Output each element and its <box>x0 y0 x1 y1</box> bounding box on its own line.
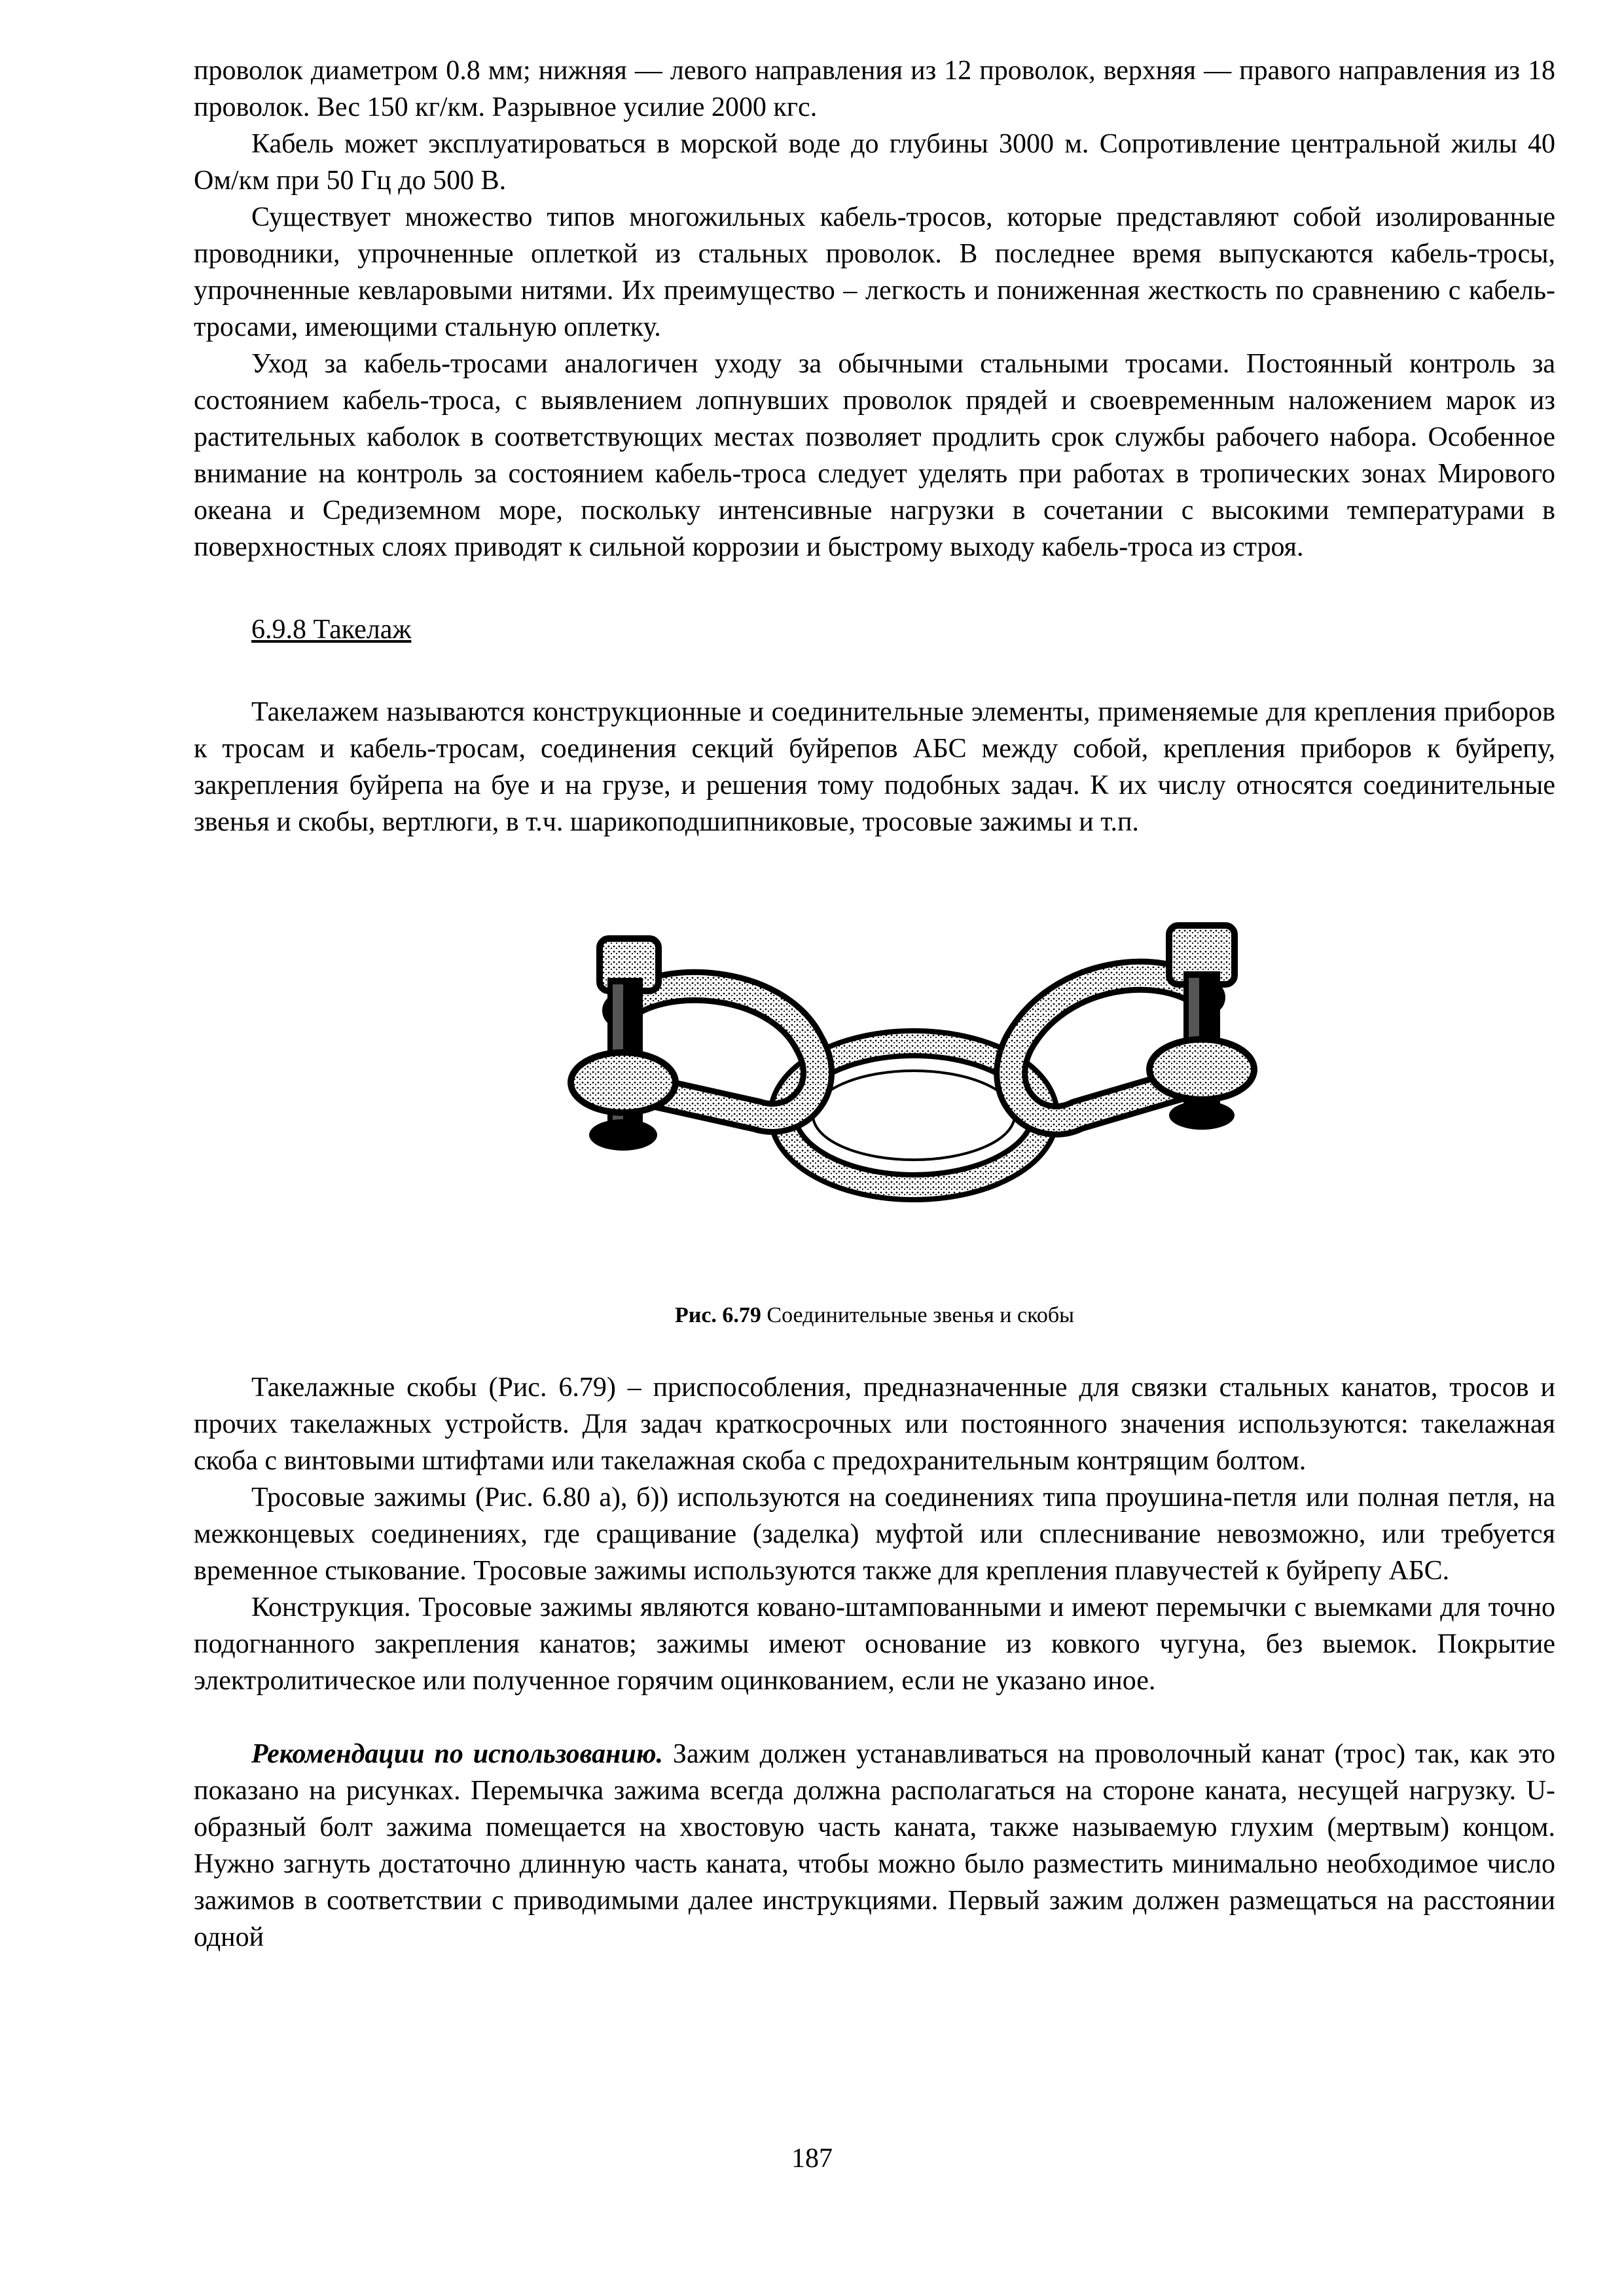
figure <box>194 919 1555 1285</box>
left-shackle-icon <box>571 939 818 1151</box>
paragraph: Такелажем называются конструкционные и соединительные элементы, применяемые для крепления приборов к тросам и кабель-тросам, соединения секций буйрепов АБС между собой, крепления приборов к буйрепу, закрепления буйрепа на буе и на грузе, и решения тому подобных задач. К их числу относятся соединительные звенья и скобы, вертлюги, в т.ч. шарикоподшипниковые, тросовые зажимы и т.п. <box>194 697 1555 837</box>
section-heading <box>194 611 1555 648</box>
paragraph: проволок диаметром 0.8 мм; нижняя — левого направления из 12 проволок, верхняя — правого направления из 18 проволок. Вес 150 кг/км. Разрывное усилие 2000 кгс. <box>194 56 1555 122</box>
paragraph: Кабель может эксплуатироваться в морской воде до глубины 3000 м. Сопротивление центральной жилы 40 Ом/км при 50 Гц до 500 В. <box>194 129 1555 196</box>
paragraph: Тросовые зажимы (Рис. 6.80 а), б)) используются на соединениях типа проушина-петля или полная петля, на межконцевых соединениях, где сращивание (заделка) муфтой или сплеснивание невозможно, или требуется временное стыкование. Тросовые зажимы используются также для крепления плавучестей к буйрепу АБС. <box>194 1482 1555 1586</box>
figure-caption-label: Рис. 6.79 <box>674 1303 761 1327</box>
paragraph: Уход за кабель-тросами аналогичен уходу за обычными стальными тросами. Постоянный контроль за состоянием кабель-троса, с выявлением лопнувших проволок прядей и своевременным наложением марок из растительных каболок в соответствующих местах позволяет продлить срок службы рабочего набора. Особенное внимание на контроль за состоянием кабель-троса следует уделять при работах в тропических зонах Мирового океана и Средиземном море, поскольку интенсивные нагрузки в сочетании с высокими температурами в поверхностных слоях приводят к сильной коррозии и быстрому выходу кабель-троса из строя. <box>194 349 1555 562</box>
paragraph: Существует множество типов многожильных кабель-тросов, которые представляют собой изолированные проводники, упрочненные оплеткой из стальных проволок. В последнее время выпускаются кабель-тросы, упрочненные кевларовыми нитями. Их преимущество – легкость и пониженная жесткость по сравнению с кабель-тросами, имеющими стальную оплетку. <box>194 202 1555 342</box>
page-number: 187 <box>791 2144 833 2174</box>
recommendations-label: Рекомендации по использованию. <box>251 1739 663 1769</box>
section-heading-text: 6.9.8 Такелаж <box>251 615 412 645</box>
figure-caption <box>194 1301 1555 1330</box>
spacer <box>194 1699 1555 1736</box>
figure-caption-text: Соединительные звенья и скобы <box>761 1303 1075 1327</box>
paragraph: Конструкция. Тросовые зажимы являются ковано-штампованными и имеют перемычки с выемками для точно подогнанного закрепления канатов; зажимы имеют основание из ковкого чугуна, без выемок. Покрытие электролитическое или полученное горячим оцинкованием, если не указано иное. <box>194 1592 1555 1696</box>
document-page <box>194 52 1555 1956</box>
recommendations-text: Зажим должен устанавливаться на проволочный канат (трос) так, как это показано на рисунках. Перемычка зажима всегда должна располагаться на стороне каната, несущей нагрузку. U-образный болт зажима помещается на хвостовую часть каната, также называемую глухим (мертвым) концом. Нужно загнуть достаточно длинную часть каната, чтобы можно было разместить минимально необходимое число зажимов в соответствии с приводимыми далее инструкциями. Первый зажим должен размещаться на расстоянии одной <box>194 1739 1556 1952</box>
paragraph: Такелажные скобы (Рис. 6.79) – приспособления, предназначенные для связки стальных канатов, тросов и прочих такелажных устройств. Для задач краткосрочных или постоянного значения используются: такелажная скоба с винтовыми штифтами или такелажная скоба с предохранительным контрящим болтом. <box>194 1372 1555 1476</box>
shackles-and-link-illustration-icon <box>560 919 1267 1259</box>
recommendations-paragraph <box>194 1736 1555 1956</box>
